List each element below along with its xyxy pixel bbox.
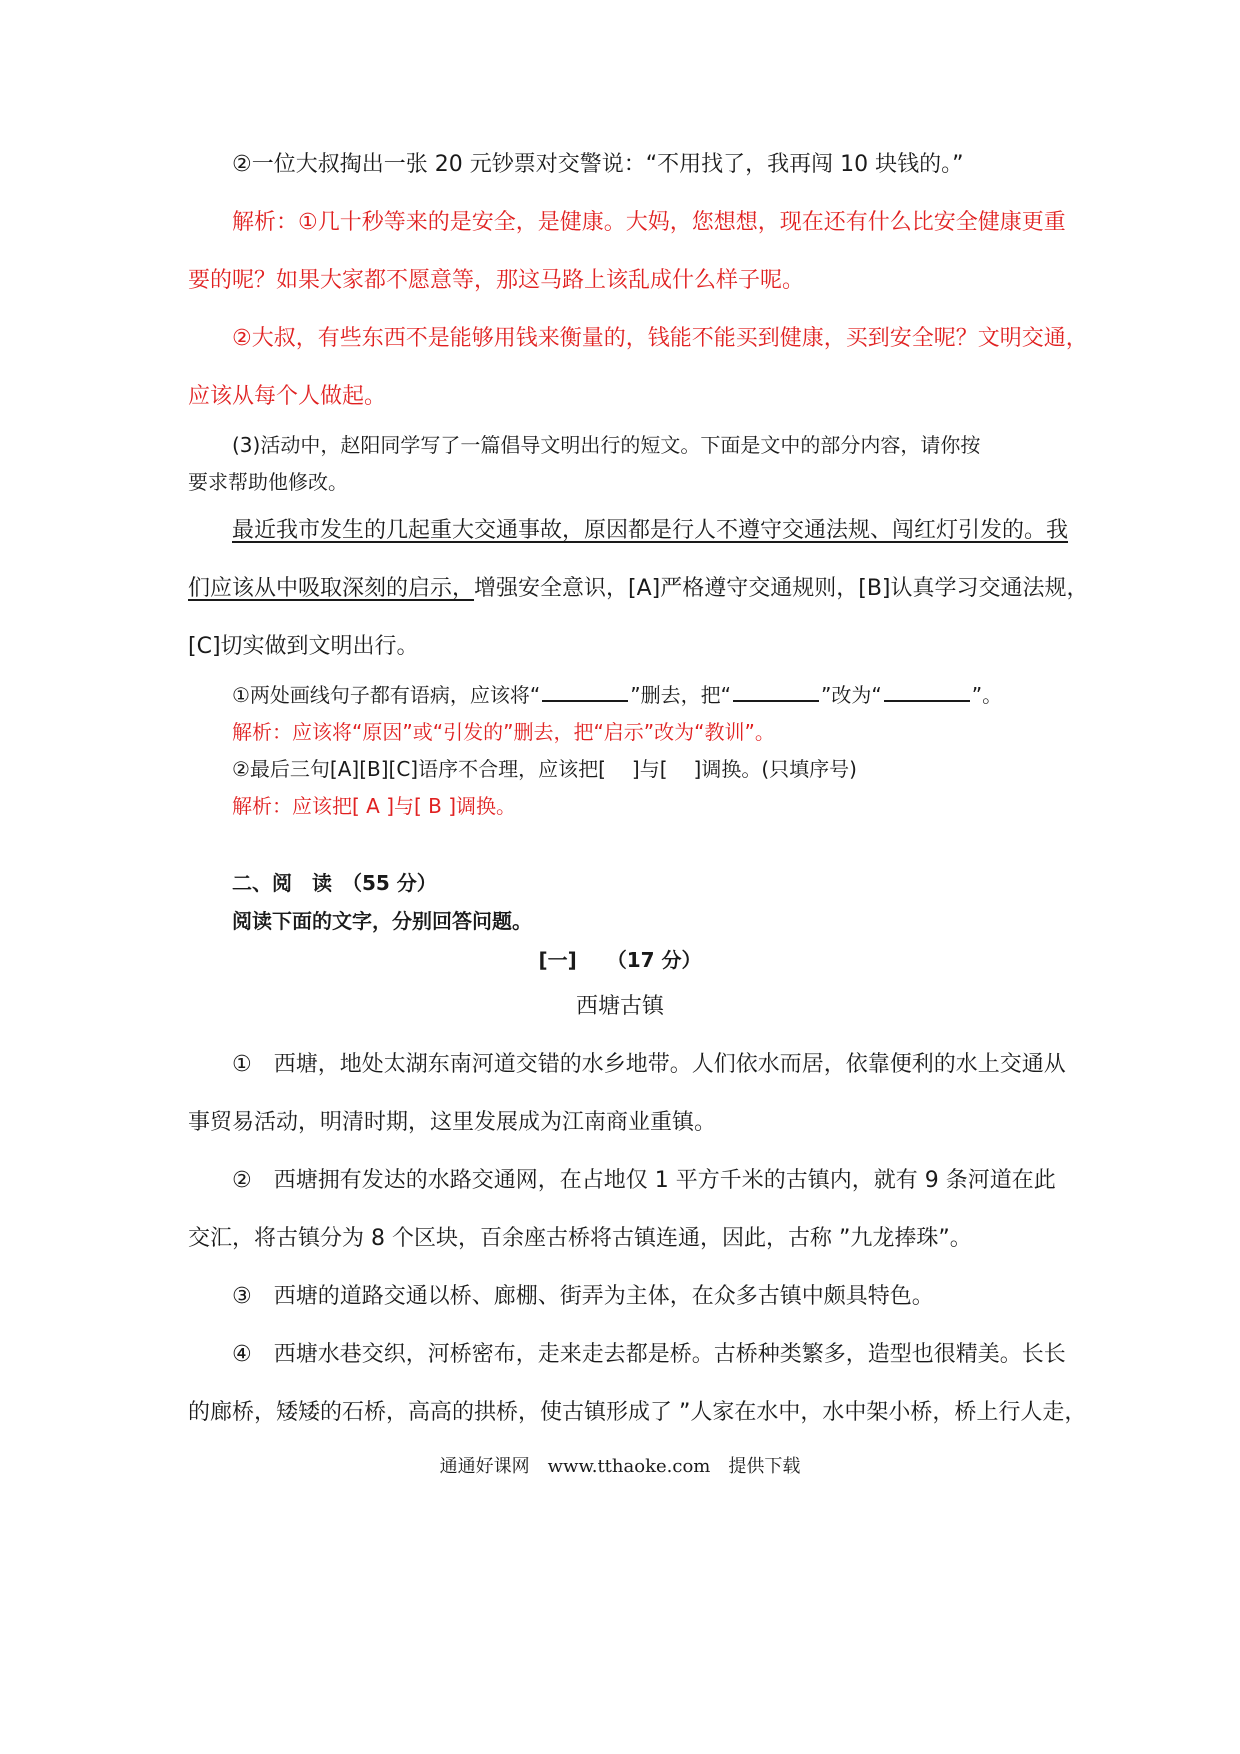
part-label: [一] （17 分）: [538, 948, 702, 972]
article-paragraph-line: 事贸易活动，明清时期，这里发展成为江南商业重镇。: [188, 1110, 717, 1135]
passage-underlined-sentence: 最近我市发生的几起重大交通事故，原因都是行人不遵守交通法规、闯红灯引发的。我: [232, 518, 1069, 543]
passage-text: 增强安全意识，[A]严格遵守交通规则，[B]认真学习交通法规，: [474, 576, 1089, 601]
sub-question-text: ”改为“: [821, 683, 882, 707]
sub-question-2: [232, 754, 1068, 784]
analysis-line: 应该从每个人做起。: [188, 384, 387, 409]
sub-question-text: ”。: [971, 683, 1003, 707]
passage-line: [C]切实做到文明出行。: [188, 634, 419, 659]
sub-question-text: ②最后三句[A][B][C]语序不合理，应该把[: [232, 757, 606, 781]
section-instruction: 阅读下面的文字，分别回答问题。: [232, 909, 532, 933]
article-paragraph-line: ③ 西塘的道路交通以桥、廊棚、街弄为主体，在众多古镇中颇具特色。: [232, 1284, 934, 1309]
article-title: 西塘古镇: [575, 994, 664, 1019]
passage-line: [188, 574, 1089, 604]
analysis-line: 解析：应该将“原因”或“引发的”删去，把“启示”改为“教训”。: [232, 720, 775, 744]
sub-question-text: ①两处画线句子都有语病，应该将“: [232, 683, 541, 707]
sub-question-text: ]与[: [631, 757, 668, 781]
sub-question-text: ]调换。(只填序号): [693, 757, 857, 781]
article-paragraph-line: ① 西塘，地处太湖东南河道交错的水乡地带。人们依水而居，依靠便利的水上交通从: [232, 1052, 1066, 1077]
answer-blank[interactable]: [884, 682, 970, 702]
answer-blank[interactable]: [542, 682, 628, 702]
passage-underlined-sentence: 们应该从中吸取深刻的启示，: [188, 576, 475, 601]
article-paragraph-line: ② 西塘拥有发达的水路交通网，在占地仅 1 平方千米的古镇内，就有 9 条河道在此: [232, 1168, 1056, 1193]
question-3-text: 要求帮助他修改。: [188, 470, 348, 494]
article-paragraph-line: 交汇，将古镇分为 8 个区块，百余座古桥将古镇连通，因此，古称 ”九龙捧珠”。: [188, 1226, 972, 1251]
answer-blank[interactable]: [733, 682, 819, 702]
analysis-line: 解析：应该把[ A ]与[ B ]调换。: [232, 794, 517, 818]
sub-question-1: [232, 680, 1068, 710]
sub-question-text: ”删去，把“: [630, 683, 732, 707]
section-heading: 二、阅 读 （55 分）: [232, 871, 437, 895]
q2-example-text: ②一位大叔掏出一张 20 元钞票对交警说：“不用找了，我再闯 10 块钱的。”: [232, 152, 964, 177]
article-paragraph-line: ④ 西塘水巷交织，河桥密布，走来走去都是桥。古桥种类繁多，造型也很精美。长长: [232, 1342, 1066, 1367]
analysis-line: 要的呢？如果大家都不愿意等，那这马路上该乱成什么样子呢。: [188, 268, 805, 293]
analysis-line: 解析：①几十秒等来的是安全，是健康。大妈，您想想，现在还有什么比安全健康更重: [232, 210, 1066, 235]
article-paragraph-line: 的廊桥，矮矮的石桥，高高的拱桥，使古镇形成了 ”人家在水中，水中架小桥，桥上行人走，: [188, 1400, 1087, 1425]
question-3-text: (3)活动中，赵阳同学写了一篇倡导文明出行的短文。下面是文中的部分内容，请你按: [232, 433, 981, 457]
page-footer: 通通好课网 www.tthaoke.com 提供下载: [439, 1456, 801, 1477]
analysis-line: ②大叔，有些东西不是能够用钱来衡量的，钱能不能买到健康，买到安全呢？文明交通，: [232, 326, 1088, 351]
